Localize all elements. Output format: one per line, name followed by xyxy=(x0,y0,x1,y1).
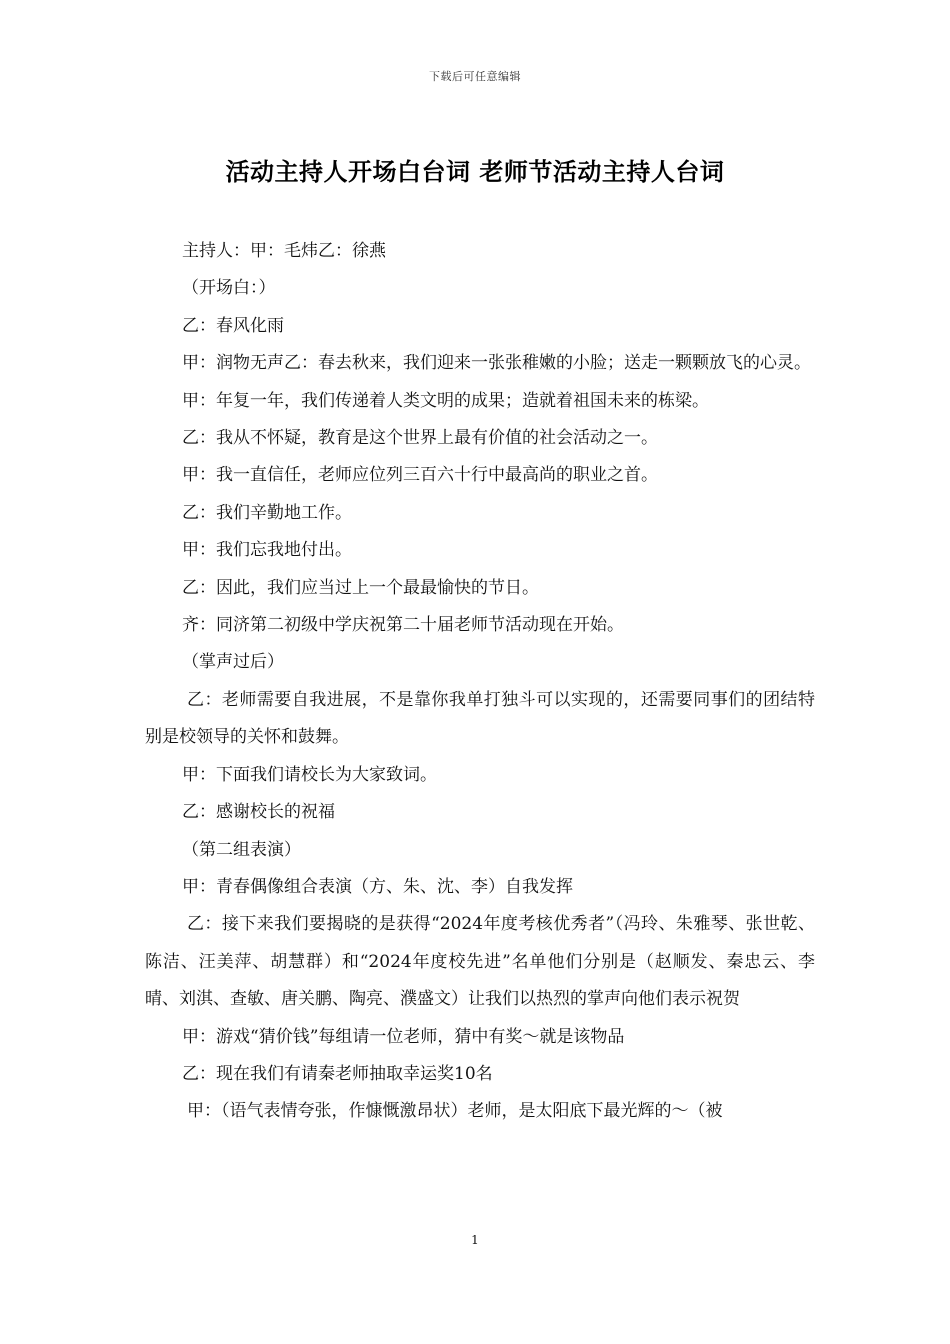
paragraph: 甲：我们忘我地付出。 xyxy=(182,540,352,561)
paragraph: 乙：感谢校长的祝福 xyxy=(182,802,335,823)
paragraph: 乙：春风化雨 xyxy=(182,315,284,336)
header-note: 下载后可任意编辑 xyxy=(429,70,521,83)
page-number: 1 xyxy=(471,1233,479,1247)
paragraph: 甲：润物无声乙：春去秋来，我们迎来一张张稚嫩的小脸；送走一颗颗放飞的心灵。 xyxy=(182,353,811,374)
paragraph: 乙：现在我们有请秦老师抽取幸运奖10名 xyxy=(182,1063,493,1084)
paragraph: 乙：我们辛勤地工作。 xyxy=(182,502,352,523)
paragraph: 甲：（语气表情夸张，作慷慨激昂状）老师，是太阳底下最光辉的～（被 xyxy=(187,1101,723,1122)
document-body xyxy=(145,233,815,1131)
paragraph: （开场白：） xyxy=(182,278,276,299)
paragraph: 甲：下面我们请校长为大家致词。 xyxy=(182,764,437,785)
paragraph: 主持人：甲：毛炜乙：徐燕 xyxy=(182,241,386,261)
paragraph: 乙：接下来我们要揭晓的是获得“2024年度考核优秀者”（冯玲、朱雅琴、张世乾、陈洁、汪美萍、胡慧群）和“2024年度校先进”名单他们分别是（赵顺发、秦忠云、李晴、刘淇、查敏、唐关鹏、陶亮、濮盛文）让我们以热烈的掌声向他们表示祝贺 xyxy=(145,914,815,1010)
document-title: 活动主持人开场白台词 老师节活动主持人台词 xyxy=(225,157,725,186)
paragraph: （掌声过后） xyxy=(182,652,284,673)
paragraph: （第二组表演） xyxy=(182,839,301,860)
paragraph: 甲：我一直信任，老师应位列三百六十行中最高尚的职业之首。 xyxy=(182,465,658,486)
paragraph: 乙：因此，我们应当过上一个最最愉快的节日。 xyxy=(182,577,539,598)
paragraph: 乙：老师需要自我进展，不是靠你我单打独斗可以实现的，还需要同事们的团结特别是校领导的关怀和鼓舞。 xyxy=(145,689,815,748)
paragraph: 甲：青春偶像组合表演（方、朱、沈、李）自我发挥 xyxy=(182,876,573,897)
paragraph: 齐：同济第二初级中学庆祝第二十届老师节活动现在开始。 xyxy=(182,615,624,636)
paragraph: 甲：年复一年，我们传递着人类文明的成果；造就着祖国未来的栋梁。 xyxy=(182,390,709,411)
paragraph: 乙：我从不怀疑，教育是这个世界上最有价值的社会活动之一。 xyxy=(182,428,658,449)
paragraph: 甲：游戏“猜价钱”每组请一位老师，猜中有奖～就是该物品 xyxy=(182,1026,625,1047)
